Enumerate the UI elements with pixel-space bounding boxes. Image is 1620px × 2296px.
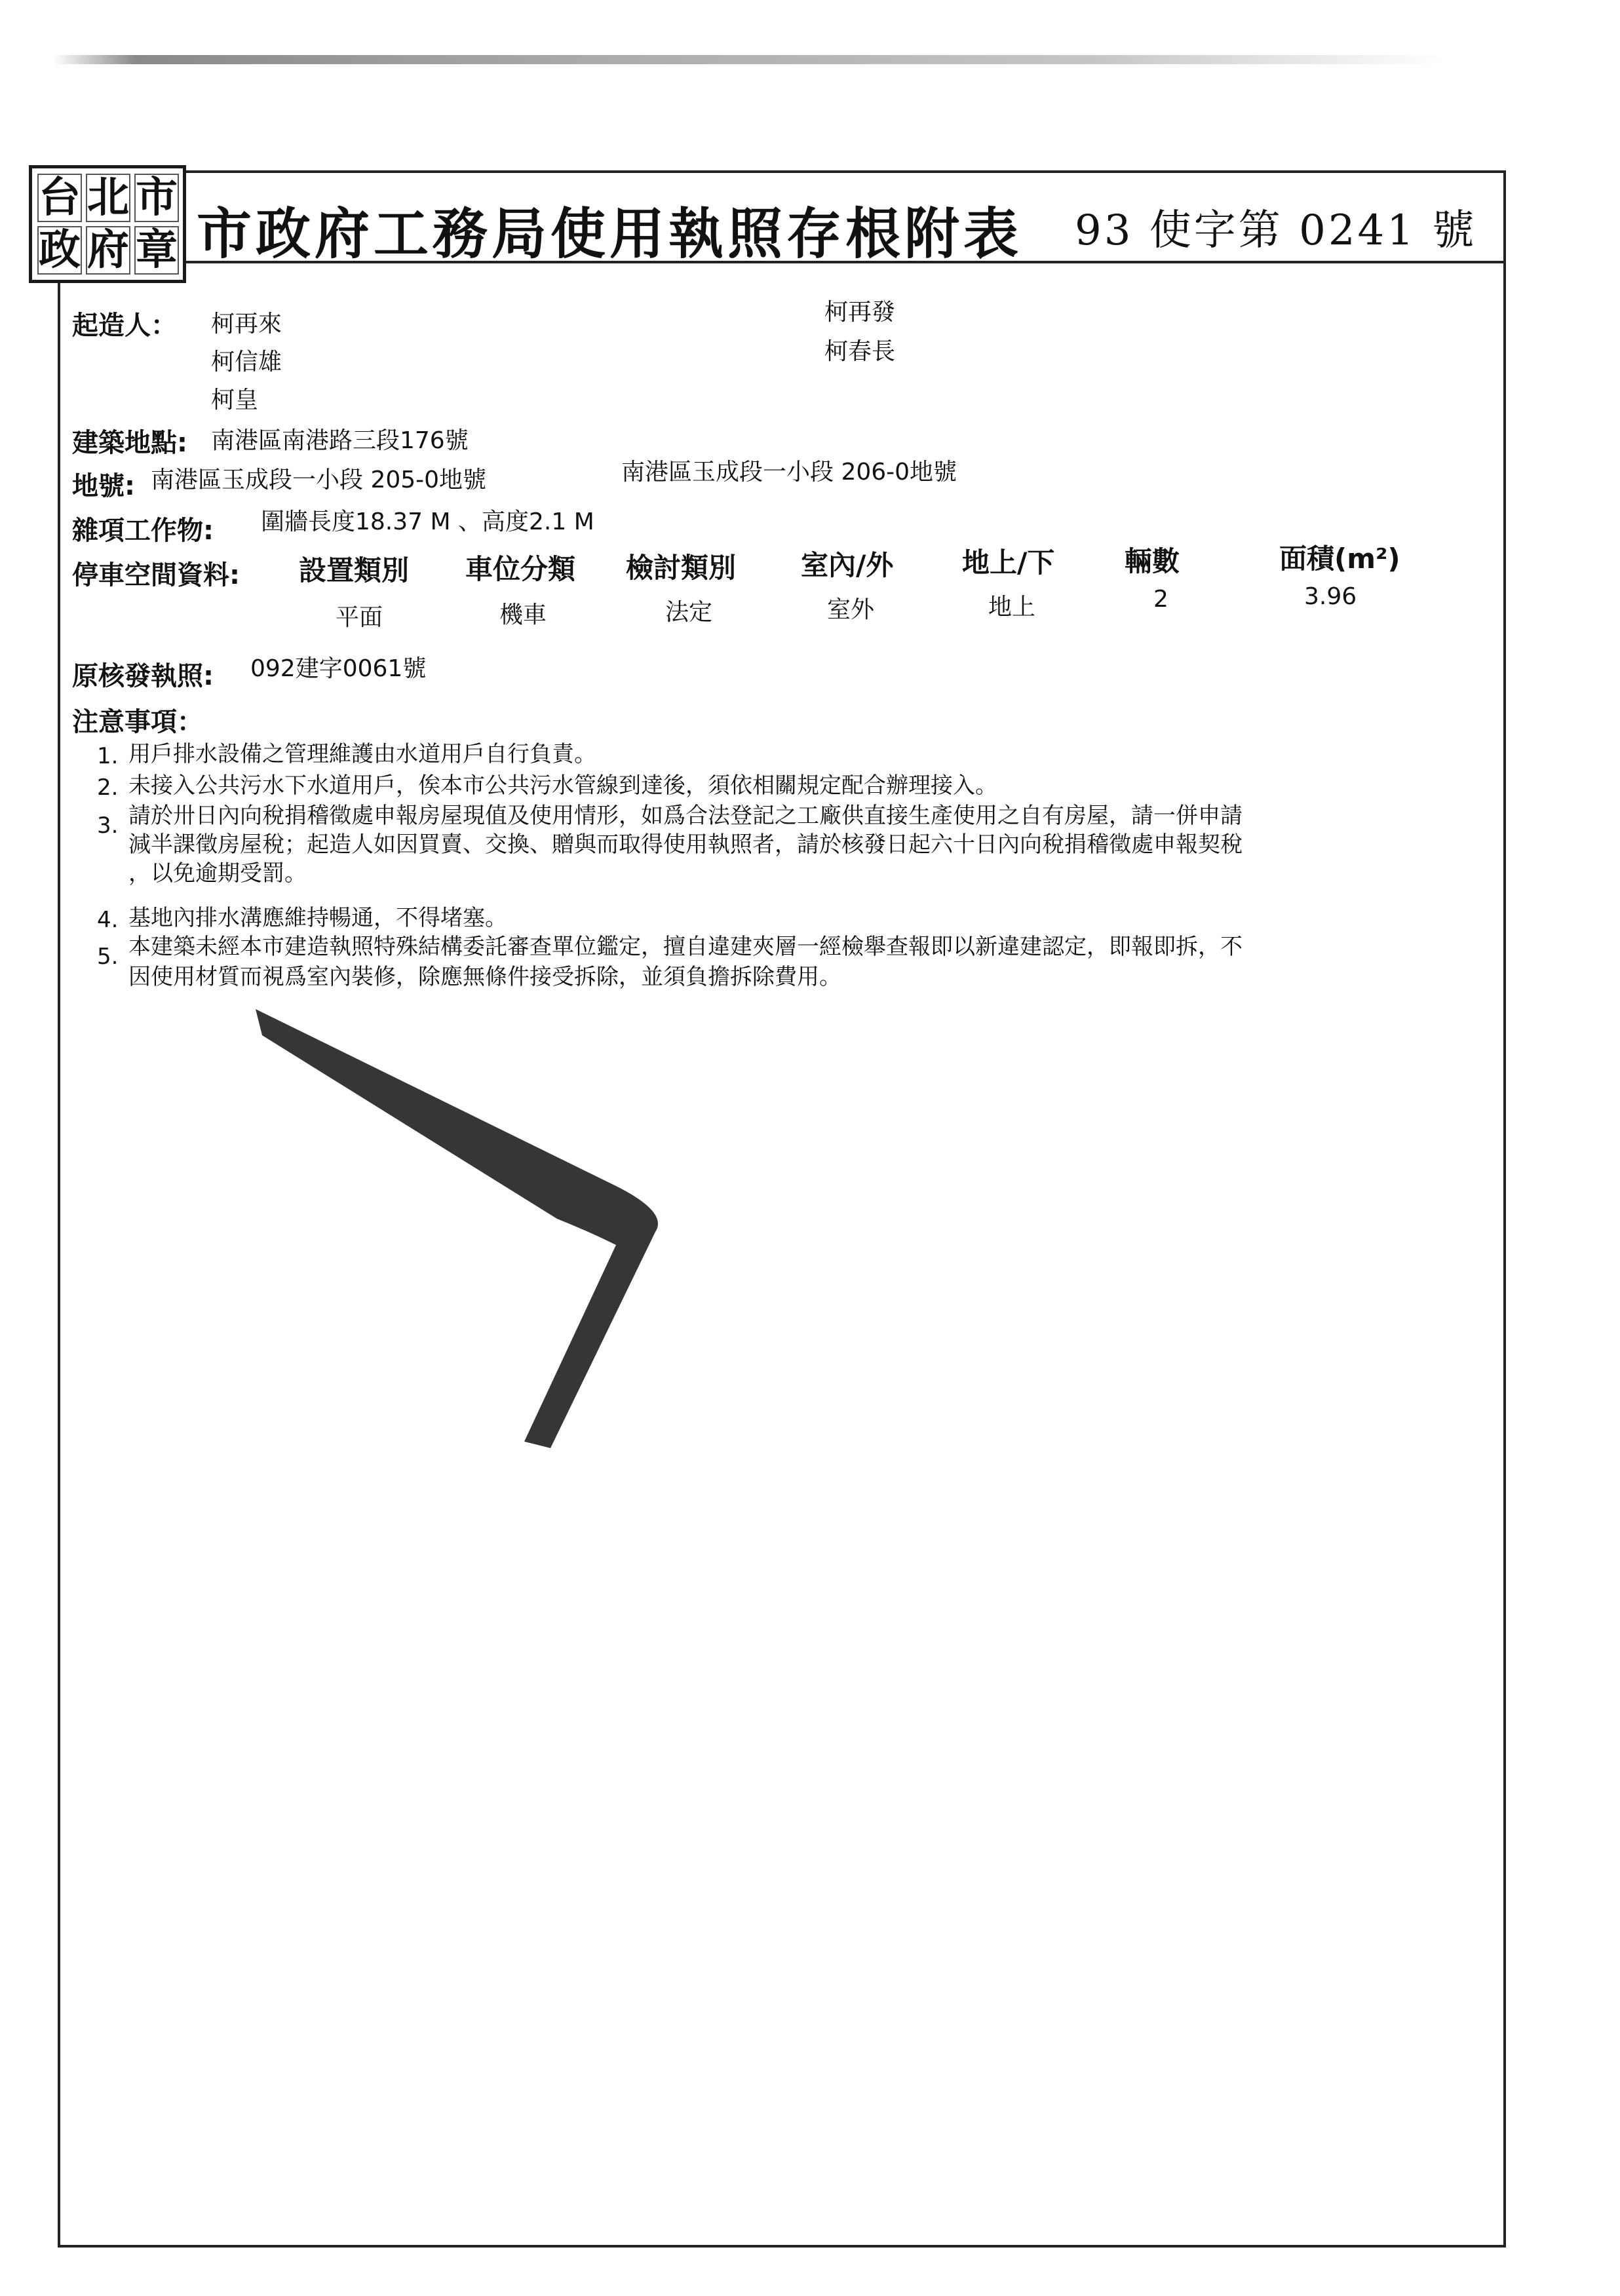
end-mark-stroke	[256, 1009, 658, 1448]
applicant-name: 柯皇	[211, 387, 259, 413]
note-line: ，以免逾期受罰。	[128, 860, 307, 887]
parking-cell: 平面	[336, 604, 383, 631]
parking-col-header: 設置類別	[299, 554, 410, 586]
note-line: 減半課徵房屋稅；起造人如因買賣、交換、贈與而取得使用執照者，請於核發日起六十日內向稅捐稽徵處申報契稅	[128, 832, 1243, 858]
applicant-name: 柯信雄	[211, 349, 282, 375]
note-line: 請於卅日內向稅捐稽徵處申報房屋現值及使用情形，如爲合法登記之工廠供直接生產使用之自有房屋，請一併申請	[128, 803, 1243, 829]
permit-number: 93 使字第 0241 號	[1075, 206, 1477, 255]
original-permit-value: 092建字0061號	[250, 655, 427, 682]
official-seal-stamp	[29, 165, 186, 283]
original-permit-label: 原核發執照:	[72, 661, 214, 691]
seal-char: 市	[136, 173, 178, 222]
parking-col-header: 地上/下	[962, 546, 1055, 579]
lots-label: 地號:	[72, 471, 135, 501]
misc-works-value: 圍牆長度18.37 M 、高度2.1 M	[261, 508, 594, 535]
seal-char: 北	[87, 173, 129, 222]
seal-char: 章	[136, 225, 178, 275]
parking-col-header: 車位分類	[465, 553, 576, 585]
applicant-name: 柯再來	[211, 311, 282, 337]
scan-edge-smudge	[52, 55, 1442, 64]
seal-char: 台	[39, 173, 81, 222]
note-number: 3.	[97, 813, 119, 839]
parking-col-header: 輛數	[1125, 545, 1180, 577]
handwritten-end-mark	[249, 996, 708, 1455]
parking-col-header: 室內/外	[801, 549, 894, 581]
document-title: 市政府工務局使用執照存根附表	[197, 201, 1023, 266]
parking-label: 停車空間資料:	[72, 560, 240, 590]
note-line: 因使用材質而視爲室內裝修，除應無條件接受拆除，並須負擔拆除費用。	[128, 964, 841, 990]
applicant-name: 柯再發	[824, 299, 896, 326]
site-address: 南港區南港路三段176號	[211, 427, 469, 454]
parking-col-header: 檢討類別	[626, 552, 737, 584]
misc-works-label: 雜項工作物:	[72, 516, 214, 546]
note-number: 5.	[97, 944, 119, 970]
parking-col-header: 面積(m²)	[1279, 543, 1400, 575]
note-line: 未接入公共污水下水道用戶，俟本市公共污水管線到達後，須依相關規定配合辦理接入。	[128, 773, 997, 799]
note-line: 用戶排水設備之管理維護由水道用戶自行負責。	[128, 741, 596, 767]
note-number: 2.	[97, 775, 119, 801]
parking-cell: 機車	[499, 602, 547, 628]
applicants-label: 起造人：	[72, 311, 177, 341]
seal-char: 府	[87, 225, 129, 275]
site-label: 建築地點:	[72, 428, 187, 458]
seal-char: 政	[39, 225, 81, 275]
note-number: 4.	[97, 907, 119, 933]
note-line: 本建築未經本市建造執照特殊結構委託審查單位鑑定，擅自違建夾層一經檢舉查報即以新違建認定，即報即拆，不	[128, 934, 1243, 960]
note-line: 基地內排水溝應維持暢通，不得堵塞。	[128, 905, 507, 931]
notes-label: 注意事項：	[72, 707, 203, 737]
parking-cell: 室外	[827, 596, 875, 623]
parking-cell: 法定	[665, 599, 713, 626]
parking-cell: 2	[1153, 586, 1168, 613]
applicant-name: 柯春長	[824, 338, 896, 365]
lot-number: 南港區玉成段一小段 205-0地號	[151, 467, 487, 493]
parking-cell: 地上	[988, 594, 1036, 621]
note-number: 1.	[97, 743, 119, 769]
lot-number: 南港區玉成段一小段 206-0地號	[621, 459, 957, 486]
parking-cell: 3.96	[1304, 583, 1357, 610]
